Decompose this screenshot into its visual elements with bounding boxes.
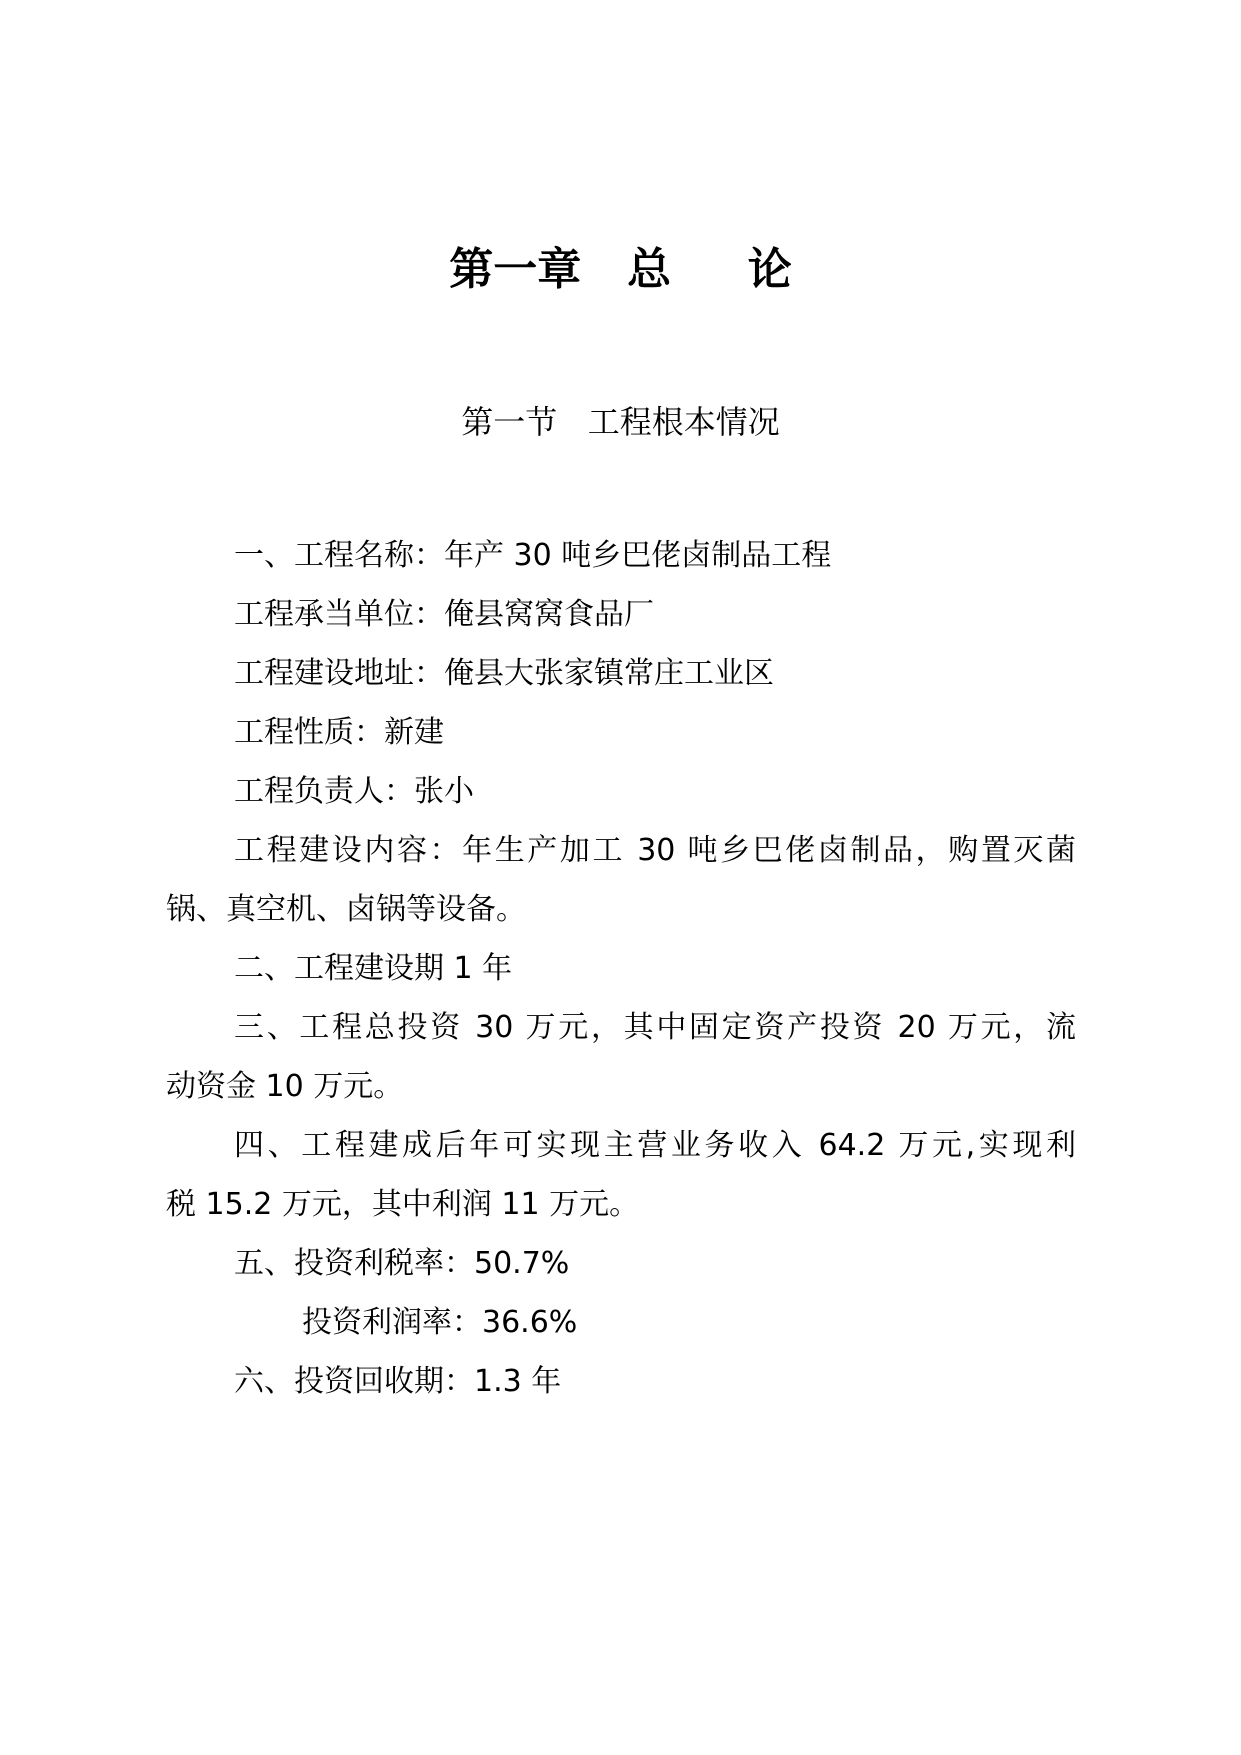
paragraph-total-investment-line1: 三、工程总投资 30 万元，其中固定资产投资 20 万元，流 <box>234 1010 1076 1045</box>
paragraph-undertaking-unit: 工程承当单位：俺县窝窝食品厂 <box>234 597 654 632</box>
paragraph-revenue-line1: 四、工程建成后年可实现主营业务收入 64.2 万元,实现利 <box>234 1128 1076 1163</box>
paragraph-tax-rate: 五、投资利税率：50.7% <box>234 1246 570 1281</box>
paragraph-construction-content-line2: 锅、真空机、卤锅等设备。 <box>166 892 526 927</box>
paragraph-project-name: 一、工程名称：年产 30 吨乡巴佬卤制品工程 <box>234 538 832 573</box>
paragraph-project-nature: 工程性质：新建 <box>234 715 444 750</box>
paragraph-construction-address: 工程建设地址：俺县大张家镇常庄工业区 <box>234 656 774 691</box>
paragraph-payback-period: 六、投资回收期：1.3 年 <box>234 1364 562 1399</box>
chapter-title: 第一章 总 论 <box>449 244 792 295</box>
paragraph-total-investment-line2: 动资金 10 万元。 <box>166 1069 404 1104</box>
section-title: 第一节 工程根本情况 <box>461 403 780 441</box>
paragraph-project-leader: 工程负责人：张小 <box>234 774 474 809</box>
document-body <box>166 526 1076 1411</box>
paragraph-construction-period: 二、工程建设期 1 年 <box>234 951 513 986</box>
paragraph-revenue-line2: 税 15.2 万元，其中利润 11 万元。 <box>166 1187 640 1222</box>
paragraph-profit-rate: 投资利润率：36.6% <box>302 1305 578 1340</box>
paragraph-construction-content-line1: 工程建设内容：年生产加工 30 吨乡巴佬卤制品，购置灭菌 <box>234 833 1076 868</box>
